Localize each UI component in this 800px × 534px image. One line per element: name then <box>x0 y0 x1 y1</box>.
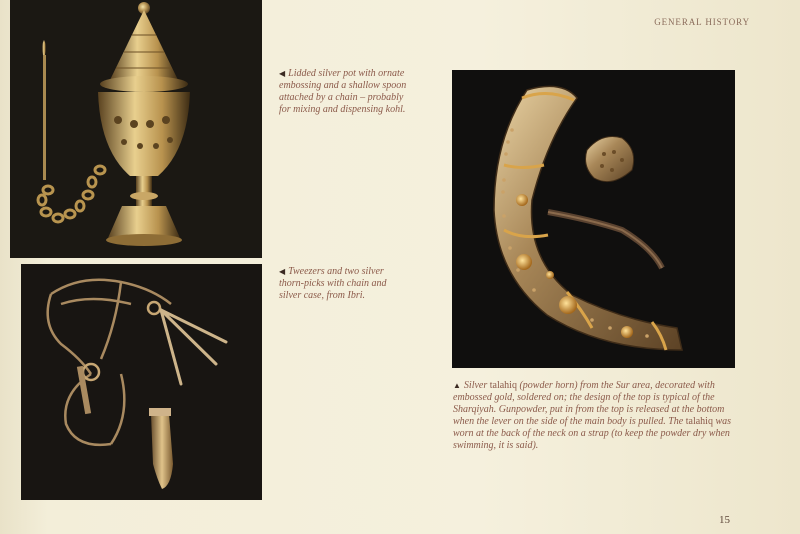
kohl-pot-photo <box>10 0 262 258</box>
running-head: GENERAL HISTORY <box>654 17 750 27</box>
kohl-pot-caption <box>279 68 409 116</box>
powder-horn-caption-lead-1: Silver <box>463 380 488 391</box>
powder-horn-caption-lead-3: was worn at the back of the neck on a strap (to keep the powder dry when swimming, it is said). <box>453 416 732 451</box>
powder-horn-term-1: talahiq <box>489 380 517 391</box>
tweezers-illustration <box>21 264 262 500</box>
left-arrow-icon: ◀ <box>279 267 286 276</box>
tweezers-caption <box>279 266 399 302</box>
up-arrow-icon: ▲ <box>453 381 461 390</box>
powder-horn-illustration <box>452 70 735 368</box>
powder-horn-term-2: talahiq <box>685 416 713 427</box>
kohl-pot-caption-text: Lidded silver pot with ornate embossing and a shallow spoon attached by a chain – probably for mixing and dispensing kohl. <box>279 68 407 115</box>
left-arrow-icon: ◀ <box>279 69 286 78</box>
powder-horn-photo <box>452 70 735 368</box>
tweezers-photo <box>21 264 262 500</box>
tweezers-caption-text: Tweezers and two silver thorn-picks with chain and silver case, from Ibri. <box>279 266 387 301</box>
powder-horn-caption-lead-2: (powder horn) from the Sur area, decorated with embossed gold, soldered on; the design of the top is typical of the Sharqiyah. Gunpowder, put in from the top is released at the bottom when the lever on the side of the main body is pulled. The <box>453 380 725 427</box>
powder-horn-caption <box>453 380 738 452</box>
page-number: 15 <box>719 514 730 526</box>
kohl-pot-illustration <box>10 0 262 258</box>
